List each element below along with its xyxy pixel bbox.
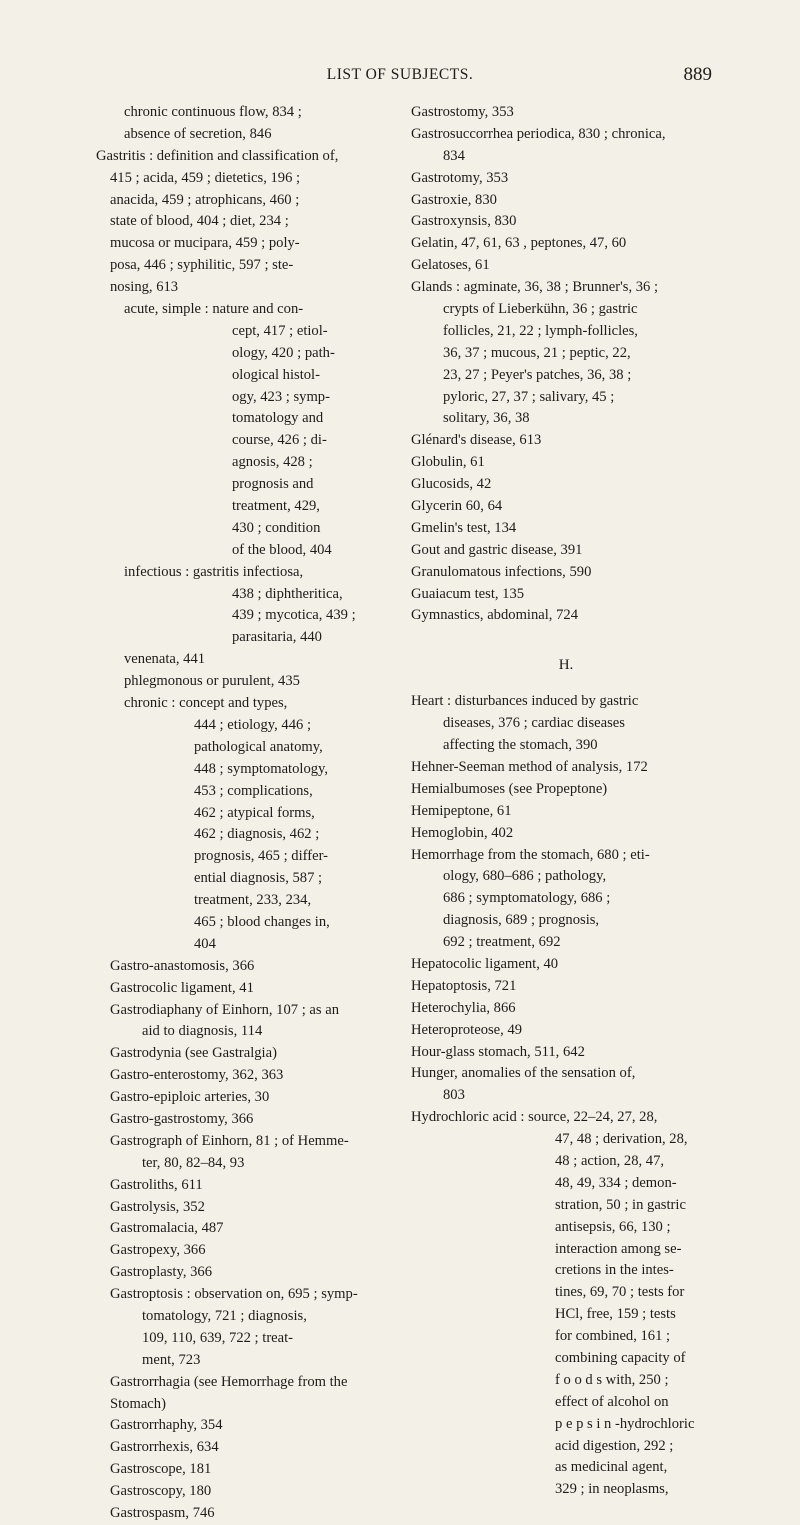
index-line: 465 ; blood changes in, (194, 913, 330, 930)
index-line: 329 ; in neoplasms, (555, 1481, 669, 1498)
index-line: diseases, 376 ; cardiac diseases (443, 715, 625, 732)
index-line: crypts of Lieberkühn, 36 ; gastric (443, 301, 638, 318)
index-line: Gastritis : definition and classification of, (96, 147, 339, 164)
index-line: Gastro-enterostomy, 362, 363 (110, 1067, 284, 1084)
page-number: 889 (683, 64, 712, 85)
section-gap (411, 627, 721, 641)
index-line: Hemipeptone, 61 (411, 802, 512, 819)
index-line: cept, 417 ; etiol- (232, 322, 328, 339)
index-line: Heteroproteose, 49 (411, 1021, 523, 1038)
index-line: effect of alcohol on (555, 1393, 669, 1410)
index-line: 834 (443, 147, 465, 164)
index-line: p e p s i n -hydrochloric (555, 1415, 695, 1432)
index-line: 438 ; diphtheritica, (232, 585, 343, 602)
index-line: treatment, 429, (232, 498, 320, 515)
index-line: Hehner-Seeman method of analysis, 172 (411, 758, 648, 775)
index-line: HCl, free, 159 ; tests (555, 1306, 676, 1323)
index-line: solitary, 36, 38 (443, 410, 530, 427)
index-line: of the blood, 404 (232, 541, 332, 558)
index-line: treatment, 233, 234, (194, 892, 312, 909)
index-line: Hepatoptosis, 721 (411, 977, 517, 994)
index-line: Gymnastics, abdominal, 724 (411, 607, 578, 624)
index-line: follicles, 21, 22 ; lymph-follicles, (443, 322, 638, 339)
index-line: 415 ; acida, 459 ; dietetics, 196 ; (110, 169, 301, 186)
index-line: mucosa or mucipara, 459 ; poly- (110, 235, 300, 252)
index-line: 444 ; etiology, 446 ; (194, 716, 312, 733)
index-line: venenata, 441 (124, 651, 206, 668)
index-line: nosing, 613 (110, 279, 179, 296)
index-line: ogy, 423 ; symp- (232, 388, 330, 405)
index-line: 404 (194, 935, 216, 952)
index-line: for combined, 161 ; (555, 1328, 671, 1345)
index-line: f o o d s with, 250 ; (555, 1371, 669, 1388)
index-line: anacida, 459 ; atrophicans, 460 ; (110, 191, 300, 208)
index-line: agnosis, 428 ; (232, 454, 313, 471)
index-line: Gastrorrhaphy, 354 (110, 1417, 223, 1434)
index-line: Glands : agminate, 36, 38 ; Brunner's, 36 ; (411, 279, 659, 296)
index-line: pyloric, 27, 37 ; salivary, 45 ; (443, 388, 615, 405)
index-line: Gelatoses, 61 (411, 257, 490, 274)
index-line: Gout and gastric disease, 391 (411, 541, 583, 558)
index-line: Gastrograph of Einhorn, 81 ; of Hemme- (110, 1132, 349, 1149)
index-line: Gastroplasty, 366 (110, 1264, 213, 1281)
index-line: Gastrotomy, 353 (411, 169, 509, 186)
index-line: acid digestion, 292 ; (555, 1437, 674, 1454)
index-line: acute, simple : nature and con- (124, 301, 304, 318)
index-line: interaction among se- (555, 1240, 682, 1257)
index-line: Hydrochloric acid : source, 22–24, 27, 28, (411, 1109, 658, 1126)
index-line: Gastro-epiploic arteries, 30 (110, 1089, 270, 1106)
index-line: Hemoglobin, 402 (411, 824, 514, 841)
index-line: 109, 110, 639, 722 ; treat- (142, 1329, 294, 1346)
index-line: Glycerin 60, 64 (411, 498, 503, 515)
index-line: 462 ; atypical forms, (194, 804, 315, 821)
index-line: 23, 27 ; Peyer's patches, 36, 38 ; (443, 366, 632, 383)
index-line: Hepatocolic ligament, 40 (411, 955, 559, 972)
index-line: Gastro-gastrostomy, 366 (110, 1110, 254, 1127)
section-gap (411, 641, 721, 655)
index-line: chronic : concept and types, (124, 695, 288, 712)
index-line: ment, 723 (142, 1351, 201, 1368)
index-line: combining capacity of (555, 1349, 686, 1366)
index-line: ology, 420 ; path- (232, 344, 335, 361)
index-line: state of blood, 404 ; diet, 234 ; (110, 213, 289, 230)
index-line: Gastroliths, 611 (110, 1176, 203, 1193)
index-line: Gastrodynia (see Gastralgia) (110, 1045, 277, 1062)
index-column-right (411, 102, 721, 1501)
index-line: 36, 37 ; mucous, 21 ; peptic, 22, (443, 344, 631, 361)
section-letter: H. (558, 657, 574, 674)
index-line: Hemialbumoses (see Propeptone) (411, 780, 608, 797)
index-line: 430 ; condition (232, 519, 321, 536)
index-line: as medicinal agent, (555, 1459, 668, 1476)
index-line: Gelatin, 47, 61, 63 , peptones, 47, 60 (411, 235, 627, 252)
index-line: posa, 446 ; syphilitic, 597 ; ste- (110, 257, 294, 274)
index-line: infectious : gastritis infectiosa, (124, 563, 304, 580)
index-line: Gastroptosis : observation on, 695 ; symp- (110, 1286, 358, 1303)
index-line: chronic continuous flow, 834 ; (124, 104, 302, 120)
index-line: aid to diagnosis, 114 (142, 1023, 263, 1040)
index-line: Gastroscopy, 180 (110, 1483, 212, 1500)
index-line: 462 ; diagnosis, 462 ; (194, 826, 320, 843)
index-line: Heart : disturbances induced by gastric (411, 693, 639, 710)
index-line: pathological anatomy, (194, 738, 323, 755)
index-line: ential diagnosis, 587 ; (194, 870, 323, 887)
index-line: prognosis, 465 ; differ- (194, 848, 329, 865)
index-line: Gastrostomy, 353 (411, 104, 514, 120)
index-line: Gastroscope, 181 (110, 1461, 212, 1478)
index-line: Gastrocolic ligament, 41 (110, 979, 254, 996)
index-line: Glucosids, 42 (411, 476, 492, 493)
index-line: Granulomatous infections, 590 (411, 563, 592, 580)
index-line: Gastrospasm, 746 (110, 1505, 215, 1521)
index-line: Hemorrhage from the stomach, 680 ; eti- (411, 846, 650, 863)
index-line: stration, 50 ; in gastric (555, 1196, 686, 1213)
index-line: Gastroxynsis, 830 (411, 213, 517, 230)
index-line: 439 ; mycotica, 439 ; (232, 607, 356, 624)
page-header (0, 66, 800, 88)
section-gap (411, 677, 721, 691)
index-line: 803 (443, 1087, 465, 1104)
index-column-left (96, 102, 396, 1525)
index-line: absence of secretion, 846 (124, 125, 272, 142)
index-line: Hunger, anomalies of the sensation of, (411, 1065, 636, 1082)
index-line: Gastroxie, 830 (411, 191, 497, 208)
index-line: Glénard's disease, 613 (411, 432, 542, 449)
index-line: ology, 680–686 ; pathology, (443, 868, 607, 885)
index-line: 48, 49, 334 ; demon- (555, 1174, 677, 1191)
index-line: 692 ; treatment, 692 (443, 934, 561, 951)
index-line: Gastrorrhagia (see Hemorrhage from the (110, 1373, 348, 1390)
index-line: Gastromalacia, 487 (110, 1220, 224, 1237)
index-line: antisepsis, 66, 130 ; (555, 1218, 671, 1235)
index-line: Heterochylia, 866 (411, 999, 516, 1016)
index-line: tomatology and (232, 410, 324, 427)
index-line: Gastrosuccorrhea periodica, 830 ; chronica, (411, 125, 666, 142)
index-line: Gastrorrhexis, 634 (110, 1439, 219, 1456)
index-line: 448 ; symptomatology, (194, 760, 329, 777)
index-line: 453 ; complications, (194, 782, 313, 799)
running-head: LIST OF SUBJECTS. (326, 66, 474, 83)
index-line: Gastropexy, 366 (110, 1242, 206, 1259)
index-line: course, 426 ; di- (232, 432, 327, 449)
index-line: Gastrodiaphany of Einhorn, 107 ; as an (110, 1001, 339, 1018)
index-line: Gmelin's test, 134 (411, 519, 517, 536)
index-line: diagnosis, 689 ; prognosis, (443, 912, 600, 929)
index-line: Gastro-anastomosis, 366 (110, 957, 255, 974)
index-line: Globulin, 61 (411, 454, 485, 471)
index-line: 48 ; action, 28, 47, (555, 1152, 665, 1169)
index-line: tines, 69, 70 ; tests for (555, 1284, 685, 1301)
index-line: prognosis and (232, 476, 314, 493)
index-line: Stomach) (110, 1395, 166, 1412)
index-line: tomatology, 721 ; diagnosis, (142, 1307, 307, 1324)
index-line: affecting the stomach, 390 (443, 737, 598, 754)
index-line: Guaiacum test, 135 (411, 585, 525, 602)
index-line: ter, 80, 82–84, 93 (142, 1154, 245, 1171)
index-line: Hour-glass stomach, 511, 642 (411, 1043, 585, 1060)
index-line: ological histol- (232, 366, 320, 383)
index-line: 686 ; symptomatology, 686 ; (443, 890, 611, 907)
index-line: 47, 48 ; derivation, 28, (555, 1131, 688, 1148)
index-line: Gastrolysis, 352 (110, 1198, 205, 1215)
index-line: cretions in the intes- (555, 1262, 674, 1279)
index-line: parasitaria, 440 (232, 629, 322, 646)
index-line: phlegmonous or purulent, 435 (124, 673, 300, 690)
